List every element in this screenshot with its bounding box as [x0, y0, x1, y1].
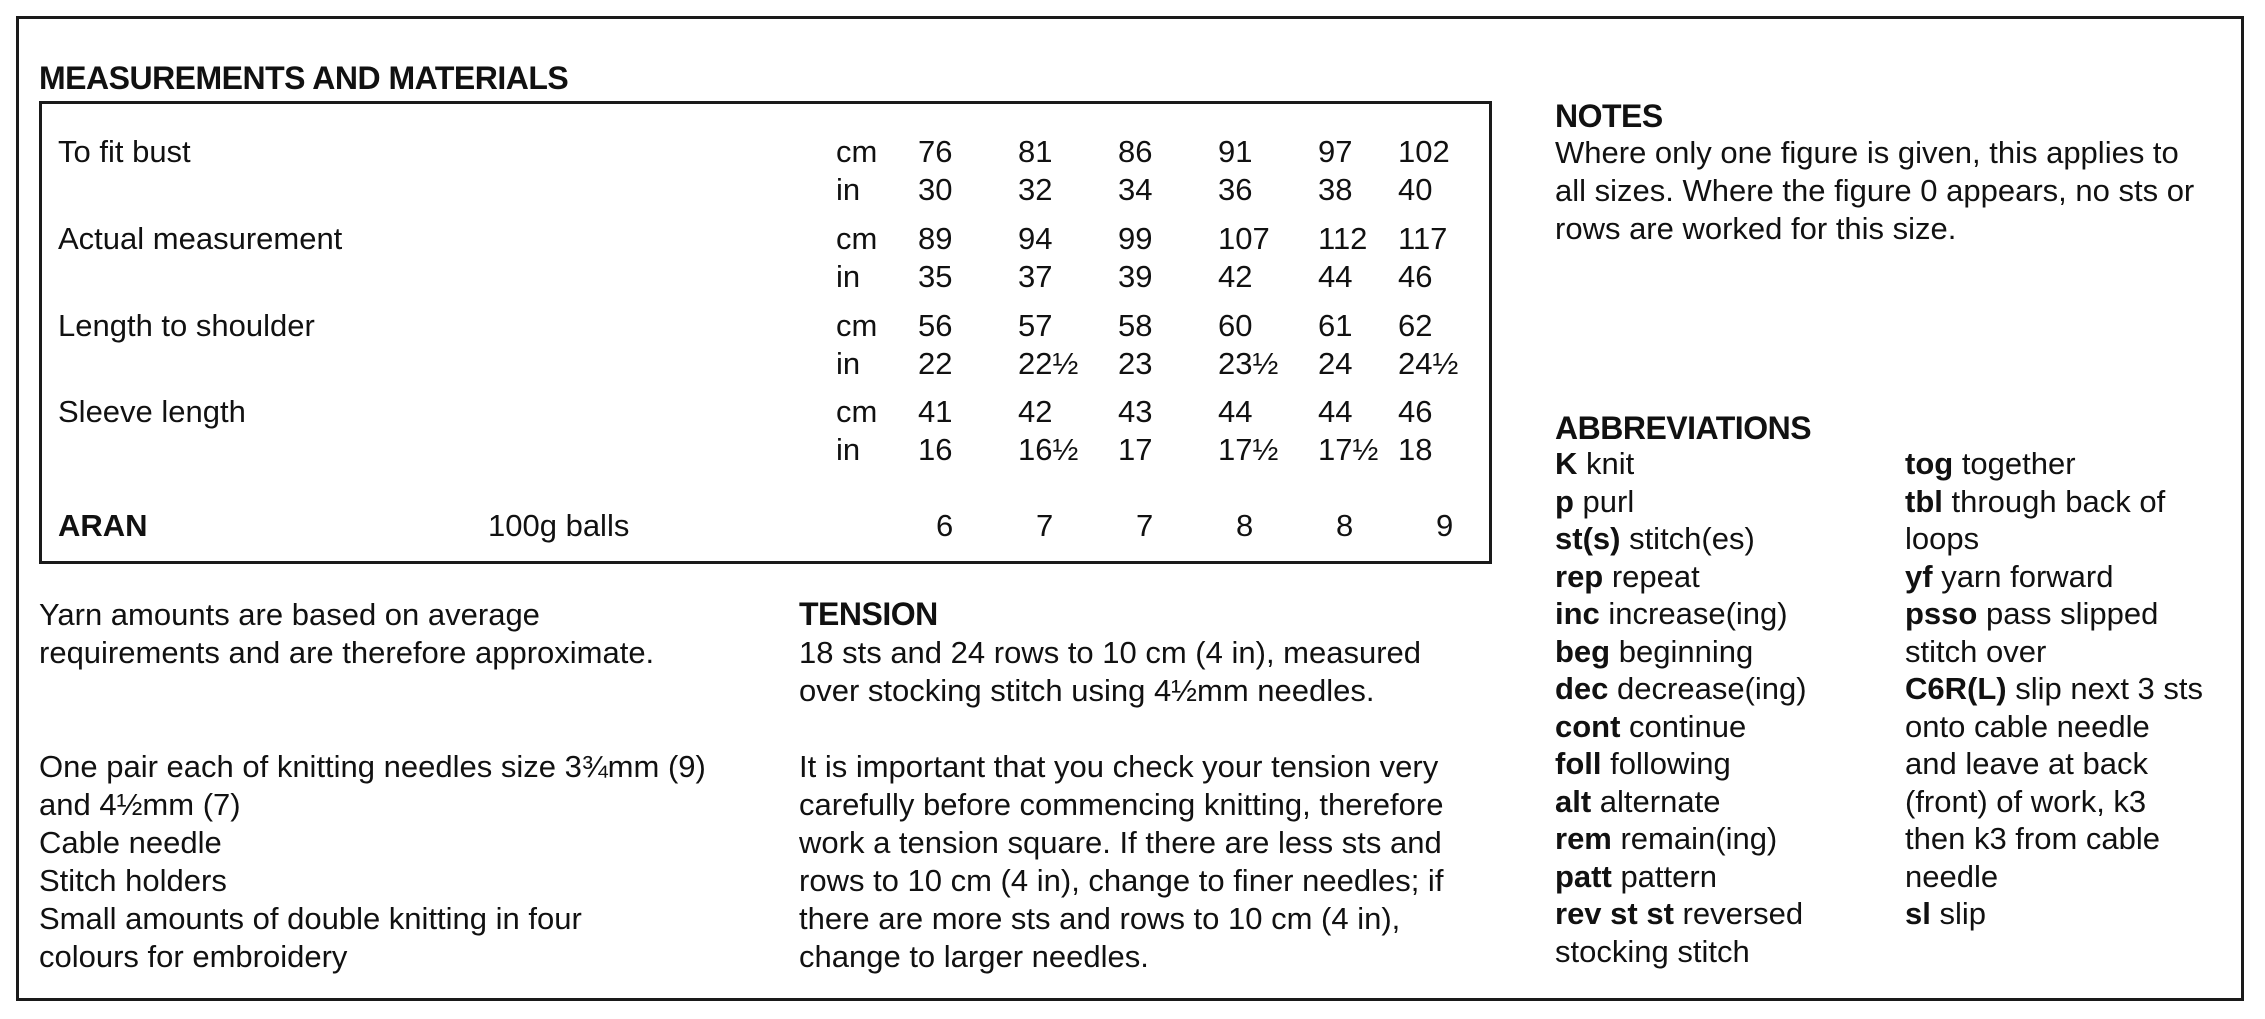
abbreviation-term: p: [1555, 483, 1574, 519]
abbreviation-term: psso: [1905, 596, 1978, 631]
abbreviation-definition: purl: [1573, 483, 1635, 519]
in-value: 46: [1398, 259, 1433, 294]
cm-value: 102: [1398, 134, 1450, 169]
abbreviation-entry: [1555, 633, 1807, 671]
unit-cm: cm: [836, 394, 878, 429]
unit-cm: cm: [836, 134, 878, 169]
in-value: 17½: [1318, 432, 1379, 467]
yarn-note-line: requirements and are therefore approximate.: [39, 635, 655, 670]
yarn-unit: 100g balls: [488, 508, 630, 543]
in-value: 35: [918, 259, 953, 294]
abbreviation-term: yf: [1905, 558, 1933, 594]
abbreviation-definition: loops: [1905, 521, 1980, 556]
abbreviation-definition: stitch(es): [1620, 521, 1755, 556]
cm-value: 97: [1318, 134, 1353, 169]
abbreviation-definition: together: [1953, 446, 2076, 481]
abbreviation-term: dec: [1555, 671, 1609, 706]
tension-heading: TENSION: [799, 596, 938, 632]
tension-paragraph-line: change to larger needles.: [799, 939, 1149, 974]
in-value: 22½: [1018, 346, 1079, 381]
cm-value: 99: [1118, 221, 1153, 256]
cm-value: 89: [918, 221, 953, 256]
abbreviation-entry: [1905, 483, 2203, 521]
in-value: 24½: [1398, 346, 1459, 381]
abbreviation-term: cont: [1555, 708, 1621, 744]
materials-line: Cable needle: [39, 825, 222, 860]
abbreviation-entry: [1555, 670, 1807, 708]
unit-in: in: [836, 172, 861, 207]
yarn-balls-value: 8: [1236, 508, 1254, 543]
in-value: 38: [1318, 172, 1353, 207]
notes-line: all sizes. Where the figure 0 appears, no sts or: [1555, 173, 2195, 208]
abbreviation-definition: and leave at back: [1905, 746, 2149, 781]
in-value: 23½: [1218, 346, 1279, 381]
abbreviation-term: foll: [1555, 746, 1602, 781]
abbreviation-definition: slip next 3 sts: [2006, 671, 2204, 706]
cm-value: 56: [918, 308, 953, 343]
abbreviation-entry: [1555, 708, 1807, 746]
cm-value: 76: [918, 134, 953, 169]
abbreviation-entry: [1555, 820, 1807, 858]
abbreviation-term: rep: [1555, 558, 1604, 594]
abbreviation-entry: [1905, 520, 2203, 558]
abbreviation-entry: [1905, 595, 2203, 633]
yarn-balls-value: 9: [1436, 508, 1454, 543]
measurement-label: Actual measurement: [58, 221, 343, 256]
in-value: 16½: [1018, 432, 1079, 467]
materials-line: Small amounts of double knitting in four: [39, 901, 582, 936]
in-value: 44: [1318, 259, 1353, 294]
abbreviation-definition: yarn forward: [1932, 558, 2114, 594]
abbreviation-entry: [1555, 483, 1807, 521]
abbreviation-term: inc: [1555, 596, 1600, 631]
abbreviation-entry: [1555, 595, 1807, 633]
abbreviation-entry: [1905, 558, 2203, 596]
tension-paragraph-line: carefully before commencing knitting, therefore: [799, 787, 1444, 822]
abbreviation-entry: [1905, 445, 2203, 483]
abbreviation-definition: (front) of work, k3: [1905, 783, 2147, 819]
unit-cm: cm: [836, 221, 878, 256]
in-value: 18: [1398, 432, 1433, 467]
measurement-label: Sleeve length: [58, 394, 246, 429]
measurement-label: To fit bust: [58, 134, 191, 169]
abbreviation-definition: slip: [1930, 896, 1986, 931]
abbreviation-definition: repeat: [1603, 558, 1700, 594]
abbreviation-entry: [1905, 895, 2203, 933]
yarn-balls-value: 7: [1036, 508, 1054, 543]
cm-value: 112: [1318, 221, 1368, 256]
yarn-balls-value: 6: [936, 508, 954, 543]
notes-line: Where only one figure is given, this applies to: [1555, 135, 2179, 170]
in-value: 22: [918, 346, 953, 381]
abbreviation-entry: [1555, 895, 1807, 933]
abbreviations-heading: ABBREVIATIONS: [1555, 410, 1812, 446]
materials-line: Stitch holders: [39, 863, 227, 898]
abbreviation-term: st(s): [1555, 521, 1621, 556]
cm-value: 43: [1118, 394, 1153, 429]
cm-value: 61: [1318, 308, 1353, 343]
abbreviation-entry: [1905, 670, 2203, 708]
yarn-balls-value: 7: [1136, 508, 1154, 543]
abbreviation-definition: alternate: [1591, 783, 1721, 819]
abbreviation-entry: [1555, 445, 1807, 483]
abbreviation-term: K: [1555, 446, 1578, 481]
tension-paragraph-line: work a tension square. If there are less sts and: [799, 825, 1442, 860]
cm-value: 42: [1018, 394, 1053, 429]
in-value: 39: [1118, 259, 1153, 294]
abbreviation-term: C6R(L): [1905, 671, 2007, 706]
cm-value: 58: [1118, 308, 1153, 343]
abbreviation-definition: increase(ing): [1599, 596, 1788, 631]
cm-value: 60: [1218, 308, 1253, 343]
tension-paragraph-line: there are more sts and rows to 10 cm (4 in),: [799, 901, 1401, 936]
abbreviation-entry: [1555, 858, 1807, 896]
in-value: 30: [918, 172, 953, 207]
notes-line: rows are worked for this size.: [1555, 211, 1957, 246]
in-value: 32: [1018, 172, 1053, 207]
cm-value: 41: [918, 394, 953, 429]
abbreviation-entry: [1555, 783, 1807, 821]
abbreviations-column-2: [1905, 445, 2203, 933]
measurement-label: Length to shoulder: [58, 308, 315, 343]
cm-value: 107: [1218, 221, 1270, 256]
cm-value: 44: [1218, 394, 1253, 429]
abbreviation-term: rem: [1555, 821, 1612, 856]
yarn-note-line: Yarn amounts are based on average: [39, 597, 540, 632]
abbreviation-definition: decrease(ing): [1608, 671, 1807, 706]
notes-heading: NOTES: [1555, 98, 1663, 134]
unit-in: in: [836, 432, 861, 467]
tension-paragraph-line: rows to 10 cm (4 in), change to finer needles; if: [799, 863, 1444, 898]
abbreviation-definition: stitch over: [1905, 633, 2047, 669]
tension-line: over stocking stitch using 4½mm needles.: [799, 673, 1375, 708]
abbreviation-definition: beginning: [1610, 633, 1754, 669]
abbreviation-definition: remain(ing): [1611, 821, 1778, 856]
abbreviation-definition: reversed: [1673, 896, 1804, 931]
abbreviation-entry: [1905, 858, 2203, 896]
yarn-balls-value: 8: [1336, 508, 1354, 543]
abbreviation-definition: pass slipped: [1977, 596, 2159, 631]
cm-value: 46: [1398, 394, 1433, 429]
in-value: 23: [1118, 346, 1153, 381]
abbreviation-definition: knit: [1577, 446, 1635, 481]
in-value: 17½: [1218, 432, 1279, 467]
abbreviation-term: patt: [1555, 858, 1612, 894]
abbreviation-term: tog: [1905, 446, 1954, 481]
measurements-heading: MEASUREMENTS AND MATERIALS: [39, 60, 569, 96]
tension-line: 18 sts and 24 rows to 10 cm (4 in), measured: [799, 635, 1422, 670]
cm-value: 62: [1398, 308, 1433, 343]
abbreviation-definition: then k3 from cable: [1905, 821, 2161, 856]
abbreviation-definition: following: [1601, 746, 1731, 781]
abbreviation-entry: [1555, 520, 1807, 558]
abbreviation-entry: [1555, 745, 1807, 783]
cm-value: 117: [1398, 221, 1448, 256]
abbreviation-term: rev st st: [1555, 896, 1674, 931]
cm-value: 81: [1018, 134, 1053, 169]
in-value: 37: [1018, 259, 1053, 294]
in-value: 40: [1398, 172, 1433, 207]
in-value: 16: [918, 432, 953, 467]
abbreviation-definition: stocking stitch: [1555, 933, 1750, 969]
abbreviation-entry: [1905, 745, 2203, 783]
materials-line: colours for embroidery: [39, 939, 348, 974]
in-value: 34: [1118, 172, 1153, 207]
cm-value: 57: [1018, 308, 1053, 343]
cm-value: 44: [1318, 394, 1353, 429]
abbreviation-entry: [1555, 933, 1807, 971]
materials-line: One pair each of knitting needles size 3¾mm (9): [39, 749, 706, 784]
abbreviation-definition: onto cable needle: [1905, 708, 2150, 744]
unit-in: in: [836, 259, 861, 294]
abbreviation-entry: [1905, 633, 2203, 671]
yarn-name: ARAN: [58, 508, 148, 543]
unit-in: in: [836, 346, 861, 381]
in-value: 36: [1218, 172, 1253, 207]
abbreviation-entry: [1555, 558, 1807, 596]
abbreviation-term: tbl: [1905, 483, 1943, 519]
in-value: 42: [1218, 259, 1253, 294]
abbreviation-term: beg: [1555, 633, 1611, 669]
in-value: 24: [1318, 346, 1353, 381]
materials-line: and 4½mm (7): [39, 787, 241, 822]
tension-paragraph-line: It is important that you check your tension very: [799, 749, 1439, 784]
cm-value: 94: [1018, 221, 1053, 256]
in-value: 17: [1118, 432, 1153, 467]
abbreviation-entry: [1905, 783, 2203, 821]
unit-cm: cm: [836, 308, 878, 343]
cm-value: 86: [1118, 134, 1153, 169]
cm-value: 91: [1218, 134, 1253, 169]
abbreviation-definition: continue: [1620, 708, 1747, 744]
abbreviations-column-1: [1555, 445, 1807, 970]
abbreviation-definition: through back of: [1942, 483, 2166, 519]
abbreviation-definition: needle: [1905, 858, 1999, 894]
abbreviation-entry: [1905, 820, 2203, 858]
abbreviation-term: sl: [1905, 896, 1931, 931]
abbreviation-entry: [1905, 708, 2203, 746]
abbreviation-definition: pattern: [1611, 858, 1717, 894]
abbreviation-term: alt: [1555, 783, 1592, 819]
